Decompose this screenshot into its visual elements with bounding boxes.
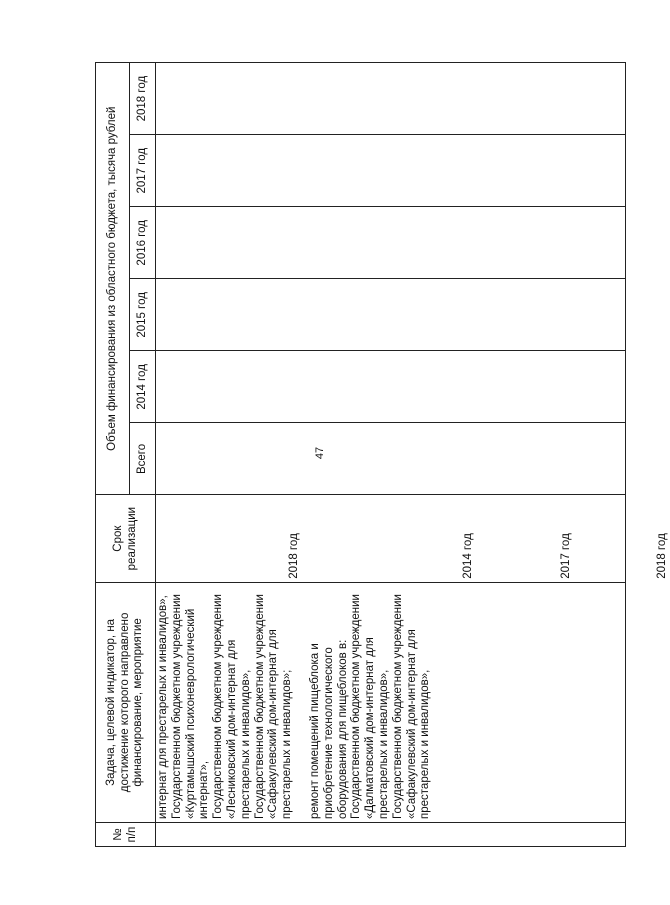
row-2018 <box>156 63 626 135</box>
header-total: Всего <box>130 423 156 495</box>
row-2015 <box>156 279 626 351</box>
task-block-2 <box>309 586 433 819</box>
header-num: № п/п <box>96 822 156 846</box>
header-task: Задача, целевой индикатор, на достижение которого направлено финансирование, мероприятие <box>96 582 156 822</box>
term-value: 2017 год <box>560 533 572 579</box>
page-number: 47 <box>314 446 326 460</box>
header-budget: Объем финансирования из областного бюджета, тысяча рублей <box>96 63 130 495</box>
term-value: 2018 год <box>288 533 300 579</box>
term-value: 2014 год <box>462 533 474 579</box>
task-line: Государственном бюджетном учреждении «Сафакулевский дом-интернат для престарелых и инвалидов»; <box>253 594 294 819</box>
task-line: ремонт помещений пищеблока и приобретение технологического оборудования для пищеблоков в: <box>308 639 349 819</box>
header-row-1 <box>96 63 130 847</box>
row-term <box>156 495 668 582</box>
task-line: Государственном бюджетном учреждении «Далматовский дом-интернат для престарелых и инвалидов», <box>350 594 390 819</box>
budget-table <box>95 62 668 847</box>
row-num <box>156 822 626 846</box>
header-year-2018: 2018 год <box>130 63 156 135</box>
task-line: Государственном бюджетном учреждении «Куртамышский психоневрологический интернат», <box>170 594 211 819</box>
row-2014 <box>156 351 626 423</box>
term-value: 2018 год <box>656 533 668 579</box>
budget-table-sheet <box>95 62 668 847</box>
header-year-2015: 2015 год <box>130 279 156 351</box>
task-line: Государственном бюджетном учреждении «Лесниковский дом-интернат для престарелых и инвалидов», <box>212 594 252 819</box>
header-term: Срок реализации <box>96 495 156 582</box>
row-total <box>156 423 626 495</box>
task-block-1 <box>157 586 295 819</box>
row-2016 <box>156 207 626 279</box>
header-year-2017: 2017 год <box>130 135 156 207</box>
row-2017 <box>156 135 626 207</box>
task-line: интернат для престарелых и инвалидов», <box>157 595 169 819</box>
row-task <box>156 582 626 822</box>
header-year-2014: 2014 год <box>130 351 156 423</box>
table-row <box>156 63 626 847</box>
header-year-2016: 2016 год <box>130 207 156 279</box>
task-line: Государственном бюджетном учреждении «Сафакулевский дом-интернат для престарелых и инвалидов», <box>391 594 432 819</box>
